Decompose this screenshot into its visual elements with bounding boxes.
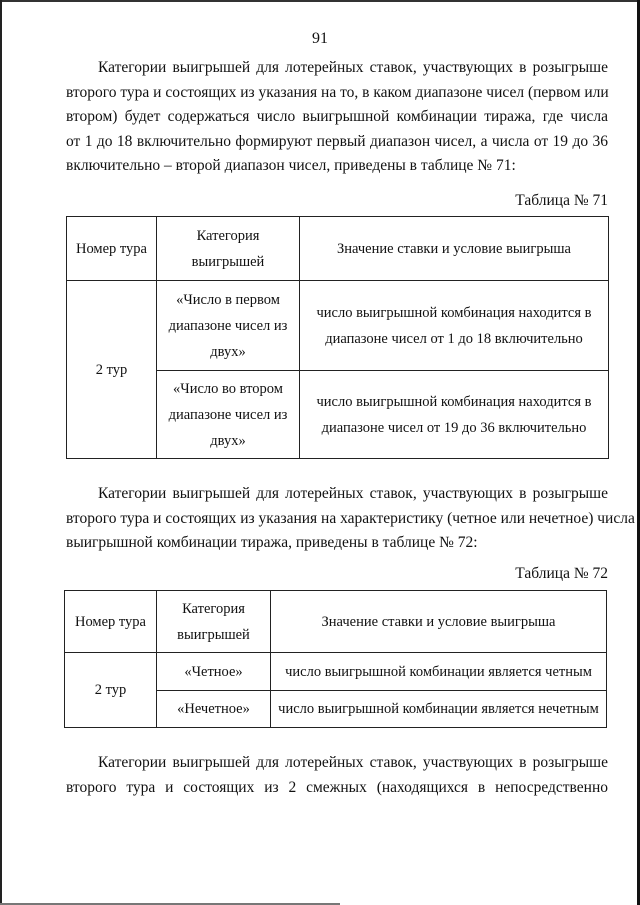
paragraph-line: Категории выигрышей для лотерейных ставок, участвующих в розыгрыше [98,485,608,502]
condition-cell: число выигрышной комбинации является четным [271,653,607,691]
header-category [157,217,300,281]
table-header-row [65,591,607,653]
table-row [65,653,607,691]
header-category [157,591,271,653]
paragraph-line: второго тура и состоящих из указания на характеристику (четное или нечетное) числа [66,509,635,527]
paragraph-1 [66,56,608,179]
table-72-caption: Таблица № 72 [515,565,608,582]
paragraph-line: включительно – второй диапазон чисел, приведены в таблице № 71: [66,157,516,175]
paragraph-line: выигрышной комбинации тиража, приведены в таблице № 72: [66,534,478,552]
page-border-top [0,0,640,2]
paragraph-line: втором) будет содержаться число выигрышной комбинации тиража, где числа [66,108,608,126]
paragraph-line: второго тура и состоящих из 2 смежных (находящихся в непосредственно [66,778,608,796]
category-line: двух» [210,432,246,449]
paragraph-line: от 1 до 18 включительно формируют первый диапазон чисел, а числа от 19 до 36 [66,132,608,150]
category-line: двух» [210,343,246,360]
round-cell: 2 тур [67,281,157,459]
category-cell: «Нечетное» [157,691,271,728]
category-cell [157,281,300,371]
header-category-line: выигрышей [177,626,250,643]
condition-cell [300,371,609,459]
header-round: Номер тура [67,217,157,281]
table-header-row [67,217,609,281]
category-line: диапазоне чисел из [168,317,288,334]
condition-line: число выигрышной комбинация находится в [316,304,592,321]
paragraph-3 [66,751,608,800]
header-condition: Значение ставки и условие выигрыша [271,591,607,653]
table-71-caption: Таблица № 71 [515,192,608,209]
paragraph-2 [66,482,635,556]
header-category-line: Категория [196,227,260,244]
header-round: Номер тура [65,591,157,653]
page-number: 91 [312,30,328,47]
paragraph-line: второго тура и состоящих из указания на то, в каком диапазоне чисел (первом или [66,83,609,101]
header-condition: Значение ставки и условие выигрыша [300,217,609,281]
header-category-line: выигрышей [191,253,265,270]
category-line: диапазоне чисел из [168,406,288,423]
category-cell: «Четное» [157,653,271,691]
paragraph-line: Категории выигрышей для лотерейных ставок, участвующих в розыгрыше [98,59,608,76]
paragraph-line: Категории выигрышей для лотерейных ставок, участвующих в розыгрыше [98,754,608,771]
round-cell: 2 тур [65,653,157,728]
condition-cell [300,281,609,371]
table-72 [64,590,607,728]
condition-cell: число выигрышной комбинации является нечетным [271,691,607,728]
category-cell [157,371,300,459]
category-line: «Число во втором [173,380,283,397]
header-category-line: Категория [182,600,245,617]
table-71 [66,216,609,459]
condition-line: число выигрышной комбинация находится в [316,393,592,410]
condition-line: диапазоне чисел от 19 до 36 включительно [321,419,587,436]
condition-line: диапазоне чисел от 1 до 18 включительно [325,330,583,347]
page-border-left [0,0,2,905]
category-line: «Число в первом [176,291,280,308]
table-row [67,281,609,371]
